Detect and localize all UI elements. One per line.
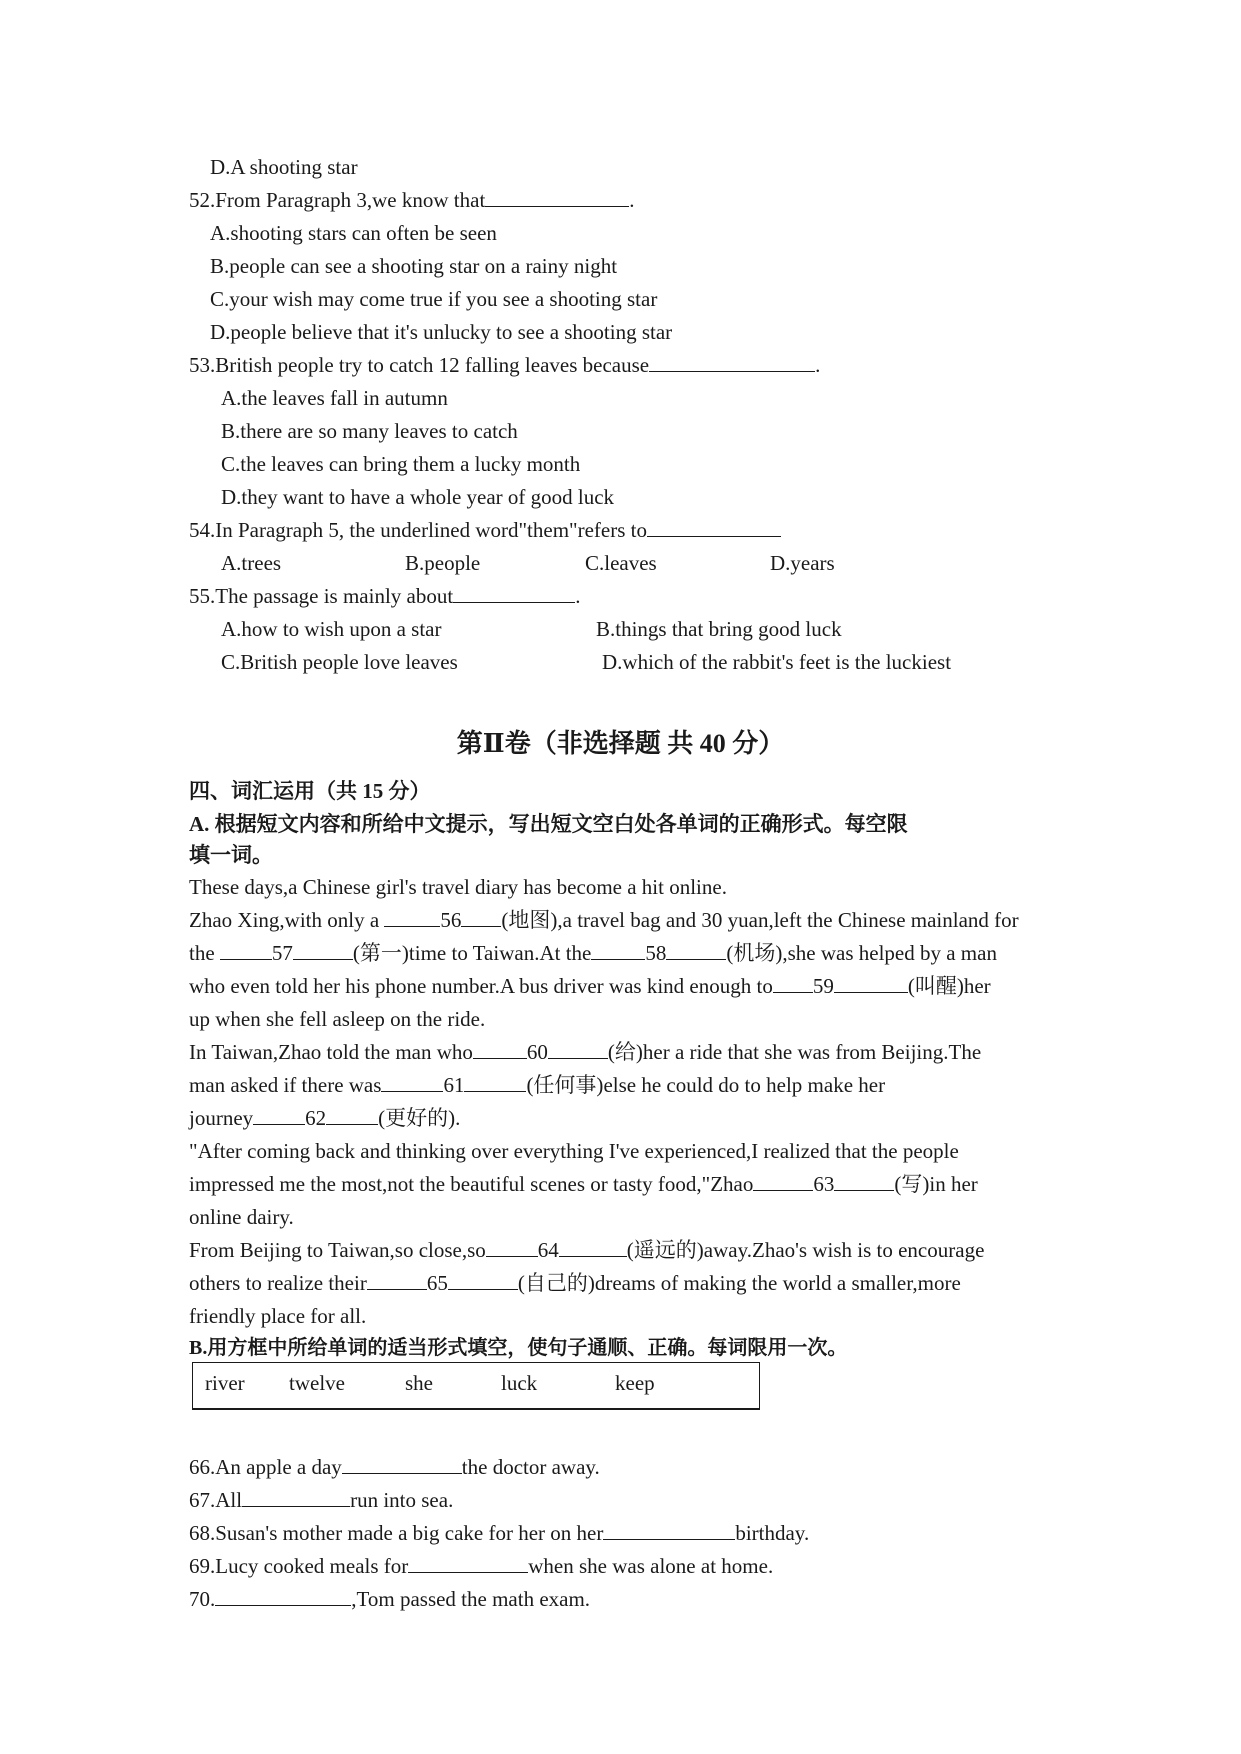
hint-61: (任何事) xyxy=(526,1073,604,1097)
answer-blank[interactable] xyxy=(834,974,908,993)
word-box-word: twelve xyxy=(289,1371,345,1395)
answer-blank[interactable] xyxy=(773,974,813,993)
q55-option-c: C.British people love leaves xyxy=(221,650,458,674)
word-box-word: luck xyxy=(501,1371,538,1395)
answer-blank[interactable] xyxy=(486,1238,538,1257)
answer-blank[interactable] xyxy=(326,1106,378,1125)
q53-option-a: A.the leaves fall in autumn xyxy=(221,386,448,410)
passage-line: man asked if there was 61 (任何事)else he could do to help make her xyxy=(189,1073,886,1097)
passage-line: From Beijing to Taiwan,so close,so 64 (遥远的)away.Zhao's wish is to encourage xyxy=(189,1238,985,1262)
answer-blank[interactable] xyxy=(647,518,781,537)
answer-blank[interactable] xyxy=(473,1040,527,1059)
word-box xyxy=(192,1362,760,1410)
hint-57: (第一) xyxy=(352,941,409,965)
q52-option-b: B.people can see a shooting star on a rainy night xyxy=(210,254,618,278)
hint-60: (给) xyxy=(607,1040,643,1064)
hint-64: (遥远的) xyxy=(626,1238,704,1262)
passage-line: up when she fell asleep on the ride. xyxy=(189,1007,486,1031)
q68: 68.Susan's mother made a big cake for her on her birthday. xyxy=(189,1521,810,1545)
answer-blank[interactable] xyxy=(242,1488,350,1507)
passage-line: In Taiwan,Zhao told the man who 60 (给)her a ride that she was from Beijing.The xyxy=(189,1040,982,1064)
blank-number-56: 56 xyxy=(440,908,462,932)
q55-stem: 55.The passage is mainly about . xyxy=(189,584,581,608)
blank-number-65: 65 xyxy=(426,1271,448,1295)
q55-option-d: D.which of the rabbit's feet is the luckiest xyxy=(602,650,952,674)
answer-blank[interactable] xyxy=(603,1521,735,1540)
sectionB-instruction: B.用方框中所给单词的适当形式填空，使句子通顺、正确。每词限用一次。 xyxy=(189,1337,848,1359)
q55-option-a: A.how to wish upon a star xyxy=(221,617,442,641)
hint-62: (更好的) xyxy=(378,1106,456,1130)
hint-58: (机场) xyxy=(726,941,783,965)
answer-blank[interactable] xyxy=(253,1106,305,1125)
section4-heading: 四、词汇运用（共 15 分） xyxy=(189,779,431,803)
answer-blank[interactable] xyxy=(548,1040,608,1059)
blank-number-58: 58 xyxy=(645,941,667,965)
q69: 69.Lucy cooked meals for when she was alone at home. xyxy=(189,1554,774,1578)
q53-option-c: C.the leaves can bring them a lucky month xyxy=(221,452,581,476)
passage-line: friendly place for all. xyxy=(189,1304,367,1328)
sectionA-instruction-line1: A. 根据短文内容和所给中文提示，写出短文空白处各单词的正确形式。每空限 xyxy=(189,812,908,836)
passage-line: These days,a Chinese girl's travel diary has become a hit online. xyxy=(189,875,727,899)
word-box-word: keep xyxy=(615,1371,655,1395)
answer-blank[interactable] xyxy=(220,941,272,960)
answer-blank[interactable] xyxy=(461,908,501,927)
q54-option-d: D.years xyxy=(770,551,835,575)
q52-option-d: D.people believe that it's unlucky to see a shooting star xyxy=(210,320,673,344)
blank-number-63: 63 xyxy=(813,1172,835,1196)
answer-blank[interactable] xyxy=(753,1172,813,1191)
q55-option-b: B.things that bring good luck xyxy=(596,617,842,641)
word-box-word: river xyxy=(205,1371,245,1395)
answer-blank[interactable] xyxy=(453,584,575,603)
passage-line: the 57 (第一)time to Taiwan.At the 58 (机场),she was helped by a man xyxy=(189,941,997,965)
answer-blank[interactable] xyxy=(649,353,815,372)
answer-blank[interactable] xyxy=(381,1073,443,1092)
q53-option-d: D.they want to have a whole year of good luck xyxy=(221,485,615,509)
answer-blank[interactable] xyxy=(834,1172,894,1191)
sectionA-instruction-line2: 填一词。 xyxy=(189,843,273,867)
hint-65: (自己的) xyxy=(517,1271,595,1295)
word-box-word: she xyxy=(405,1371,433,1395)
passage-line: online dairy. xyxy=(189,1205,294,1229)
answer-blank[interactable] xyxy=(666,941,726,960)
passage-line: journey 62 (更好的). xyxy=(189,1106,461,1130)
answer-blank[interactable] xyxy=(448,1271,518,1290)
answer-blank[interactable] xyxy=(215,1587,351,1606)
answer-blank[interactable] xyxy=(342,1455,462,1474)
q52-stem: 52.From Paragraph 3,we know that . xyxy=(189,188,635,212)
answer-blank[interactable] xyxy=(464,1073,526,1092)
hint-56: (地图) xyxy=(501,908,558,932)
q53-stem: 53.British people try to catch 12 falling leaves because . xyxy=(189,353,821,377)
q53-option-b: B.there are so many leaves to catch xyxy=(221,419,518,443)
blank-number-59: 59 xyxy=(812,974,834,998)
blank-number-64: 64 xyxy=(537,1238,559,1262)
answer-blank[interactable] xyxy=(367,1271,427,1290)
passage-line: impressed me the most,not the beautiful scenes or tasty food,"Zhao 63 (写)in her xyxy=(189,1172,978,1196)
passage-line: who even told her his phone number.A bus driver was kind enough to 59 (叫醒)her xyxy=(189,974,991,998)
answer-blank[interactable] xyxy=(384,908,440,927)
q54-option-b: B.people xyxy=(405,551,481,575)
q54-option-c: C.leaves xyxy=(585,551,657,575)
hint-63: (写) xyxy=(894,1172,930,1196)
answer-blank[interactable] xyxy=(293,941,353,960)
passage-line: Zhao Xing,with only a 56 (地图),a travel bag and 30 yuan,left the Chinese mainland for xyxy=(189,908,1019,932)
blank-number-57: 57 xyxy=(271,941,293,965)
q54-stem: 54.In Paragraph 5, the underlined word"them"refers to xyxy=(189,517,781,543)
part2-title: 第Ⅱ卷（非选择题 共 40 分） xyxy=(456,729,785,758)
q52-option-a: A.shooting stars can often be seen xyxy=(210,221,497,245)
answer-blank[interactable] xyxy=(485,188,629,207)
answer-blank[interactable] xyxy=(408,1554,528,1573)
answer-blank[interactable] xyxy=(559,1238,627,1257)
hint-59: (叫醒) xyxy=(907,974,964,998)
q67: 67.All run into sea. xyxy=(189,1488,454,1512)
q51-option-d: D.A shooting star xyxy=(210,155,358,179)
q52-option-c: C.your wish may come true if you see a shooting star xyxy=(210,287,658,311)
blank-number-62: 62 xyxy=(305,1106,327,1130)
passage-line: "After coming back and thinking over everything I've experienced,I realized that the people xyxy=(189,1139,959,1163)
q66: 66.An apple a day the doctor away. xyxy=(189,1455,600,1479)
answer-blank[interactable] xyxy=(591,941,645,960)
q70: 70. ,Tom passed the math exam. xyxy=(189,1587,591,1611)
q54-option-a: A.trees xyxy=(221,551,282,575)
blank-number-60: 60 xyxy=(526,1040,548,1064)
passage-line: others to realize their 65 (自己的)dreams of making the world a smaller,more xyxy=(189,1271,961,1295)
blank-number-61: 61 xyxy=(443,1073,465,1097)
